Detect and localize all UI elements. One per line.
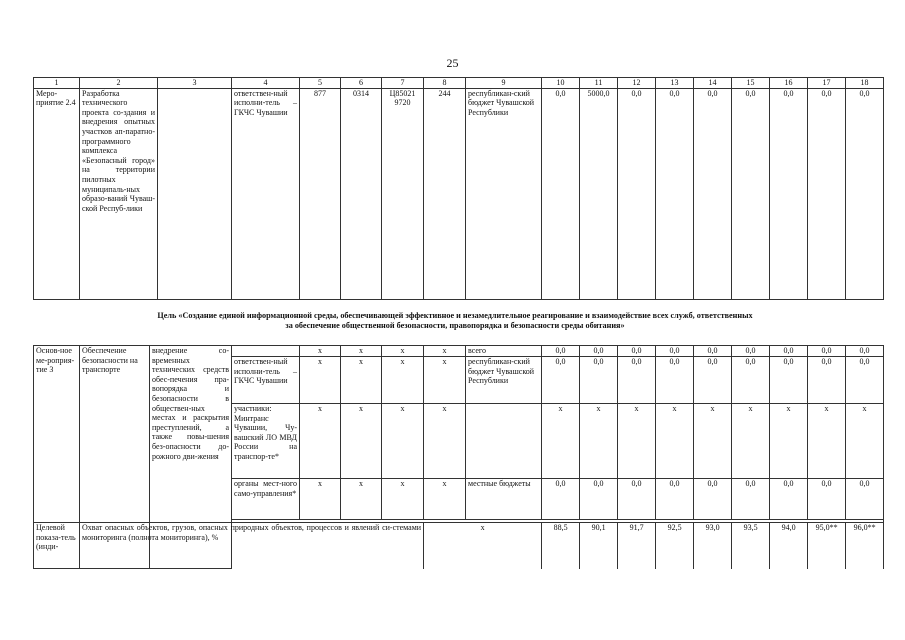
column-number: 11 bbox=[580, 78, 618, 89]
year-value: 0,0 bbox=[580, 479, 618, 520]
event-task: внедрение со-временных технических средств обес-печения пра-вопорядка и безопасности в обществен-ных местах и раскрытия преступлений, а также повы-шения без-опасности до-рожного дви-жения bbox=[150, 346, 232, 569]
event-name: Разработка технического проекта со-здания и внедрения опытных участков ап-паратно-программного комплекса «Безопасный город» на территории пилотных муниципаль-ных образо-ваний Чуваш-ской Респуб-лики bbox=[80, 88, 158, 299]
table-row bbox=[34, 523, 884, 569]
funding-source: всего bbox=[466, 346, 542, 357]
year-value: 0,0 bbox=[542, 479, 580, 520]
funding-source: местные бюджеты bbox=[466, 479, 542, 520]
event-number: Основ-ное ме-роприя-тие 3 bbox=[34, 346, 80, 569]
indicator-x: х bbox=[424, 523, 542, 569]
column-number: 18 bbox=[846, 78, 884, 89]
year-value: 0,0 bbox=[618, 357, 656, 404]
goal-heading-line: за обеспечение общественной безопасности, правопорядка и безопасности среды обитания» bbox=[285, 321, 625, 330]
year-value: х bbox=[808, 404, 846, 479]
year-value: 0,0 bbox=[770, 88, 808, 299]
budget-code: х bbox=[300, 346, 341, 357]
year-value: х bbox=[580, 404, 618, 479]
executor: ответствен-ный исполни-тель – ГКЧС Чувашии bbox=[232, 88, 300, 299]
event-number: Меро-приятие 2.4 bbox=[34, 88, 80, 299]
year-value: 0,0 bbox=[846, 357, 884, 404]
table-block-1 bbox=[33, 77, 884, 300]
funding-source: республикан-ский бюджет Чувашской Республики bbox=[466, 88, 542, 299]
year-value: 0,0 bbox=[542, 346, 580, 357]
year-value: 0,0 bbox=[846, 346, 884, 357]
funding-source: республикан-ский бюджет Чувашской Республики bbox=[466, 357, 542, 404]
column-number: 7 bbox=[382, 78, 424, 89]
year-value: 0,0 bbox=[542, 357, 580, 404]
column-number: 4 bbox=[232, 78, 300, 89]
budget-code: х bbox=[382, 357, 424, 404]
column-number: 13 bbox=[656, 78, 694, 89]
executor bbox=[232, 346, 300, 357]
year-value: 0,0 bbox=[732, 346, 770, 357]
budget-code: 244 bbox=[424, 88, 466, 299]
column-number: 1 bbox=[34, 78, 80, 89]
goal-heading-line: Цель «Создание единой информационной среды, обеспечивающей эффективное и незамедлительное реагирование и взаимодействие всех служб, ответственных bbox=[157, 311, 753, 320]
column-number: 3 bbox=[158, 78, 232, 89]
year-value: 0,0 bbox=[808, 88, 846, 299]
executor: органы мест-ного само-управления* bbox=[232, 479, 300, 520]
year-value: х bbox=[542, 404, 580, 479]
column-number: 2 bbox=[80, 78, 158, 89]
year-value: 96,0** bbox=[846, 523, 884, 569]
year-value: 88,5 bbox=[542, 523, 580, 569]
year-value: 91,7 bbox=[618, 523, 656, 569]
indicator-text: Охват опасных объектов, грузов, опасных природных объектов, процессов и явлений си-стемами мониторинга (полнота мониторинга), % bbox=[80, 523, 424, 569]
column-number-row bbox=[34, 78, 884, 89]
column-number: 10 bbox=[542, 78, 580, 89]
year-value: х bbox=[732, 404, 770, 479]
year-value: 0,0 bbox=[808, 346, 846, 357]
budget-code: х bbox=[341, 346, 382, 357]
column-number: 12 bbox=[618, 78, 656, 89]
table-row bbox=[34, 88, 884, 299]
year-value: 0,0 bbox=[732, 88, 770, 299]
year-value: 0,0 bbox=[770, 346, 808, 357]
budget-code: х bbox=[341, 404, 382, 479]
budget-code: Ц85021 9720 bbox=[382, 88, 424, 299]
table-target-indicator bbox=[33, 522, 884, 569]
year-value: 93,0 bbox=[694, 523, 732, 569]
year-value: 0,0 bbox=[694, 357, 732, 404]
year-value: 90,1 bbox=[580, 523, 618, 569]
year-value: 0,0 bbox=[694, 88, 732, 299]
year-value: 5000,0 bbox=[580, 88, 618, 299]
budget-code: х bbox=[382, 479, 424, 520]
column-number: 16 bbox=[770, 78, 808, 89]
year-value: х bbox=[770, 404, 808, 479]
table-row bbox=[34, 346, 884, 357]
year-value: 0,0 bbox=[770, 357, 808, 404]
column-number: 17 bbox=[808, 78, 846, 89]
year-value: 0,0 bbox=[732, 357, 770, 404]
year-value: 0,0 bbox=[580, 357, 618, 404]
year-value: 0,0 bbox=[808, 479, 846, 520]
budget-code: х bbox=[424, 357, 466, 404]
indicator-label: Целевой показа-тель (инди- bbox=[34, 523, 80, 569]
year-value: 0,0 bbox=[618, 479, 656, 520]
budget-code: 0314 bbox=[341, 88, 382, 299]
year-value: 0,0 bbox=[656, 88, 694, 299]
budget-code: х bbox=[382, 346, 424, 357]
budget-code: х bbox=[300, 479, 341, 520]
year-value: 0,0 bbox=[656, 357, 694, 404]
budget-code: 877 bbox=[300, 88, 341, 299]
budget-code: х bbox=[424, 346, 466, 357]
year-value: 0,0 bbox=[732, 479, 770, 520]
year-value: х bbox=[846, 404, 884, 479]
year-value: х bbox=[694, 404, 732, 479]
budget-code: х bbox=[424, 479, 466, 520]
year-value: 0,0 bbox=[694, 346, 732, 357]
year-value: 94,0 bbox=[770, 523, 808, 569]
year-value: 0,0 bbox=[846, 88, 884, 299]
column-number: 14 bbox=[694, 78, 732, 89]
column-number: 5 bbox=[300, 78, 341, 89]
year-value: 0,0 bbox=[808, 357, 846, 404]
event-name: Обеспечение безопасности на транспорте bbox=[80, 346, 150, 569]
year-value: 0,0 bbox=[618, 346, 656, 357]
year-value: 0,0 bbox=[694, 479, 732, 520]
year-value: 95,0** bbox=[808, 523, 846, 569]
year-value: 0,0 bbox=[656, 346, 694, 357]
year-value: 0,0 bbox=[656, 479, 694, 520]
column-number: 6 bbox=[341, 78, 382, 89]
budget-code: х bbox=[341, 357, 382, 404]
executor: ответствен-ный исполни-тель – ГКЧС Чувашии bbox=[232, 357, 300, 404]
year-value: 0,0 bbox=[846, 479, 884, 520]
page-number: 25 bbox=[446, 56, 459, 70]
year-value: 0,0 bbox=[542, 88, 580, 299]
year-value: х bbox=[656, 404, 694, 479]
goal-heading bbox=[40, 311, 870, 331]
year-value: х bbox=[618, 404, 656, 479]
budget-code: х bbox=[382, 404, 424, 479]
column-number: 15 bbox=[732, 78, 770, 89]
year-value: 0,0 bbox=[580, 346, 618, 357]
executor: участники: Минтранс Чувашии, Чу-вашский ЛО МВД России на транспор-те* bbox=[232, 404, 300, 479]
year-value: 0,0 bbox=[618, 88, 656, 299]
event-task bbox=[158, 88, 232, 299]
budget-code: х bbox=[300, 404, 341, 479]
column-number: 9 bbox=[466, 78, 542, 89]
budget-code: х bbox=[341, 479, 382, 520]
year-value: 0,0 bbox=[770, 479, 808, 520]
budget-code: х bbox=[300, 357, 341, 404]
budget-code: х bbox=[424, 404, 466, 479]
column-number: 8 bbox=[424, 78, 466, 89]
year-value: 92,5 bbox=[656, 523, 694, 569]
year-value: 93,5 bbox=[732, 523, 770, 569]
funding-source bbox=[466, 404, 542, 479]
